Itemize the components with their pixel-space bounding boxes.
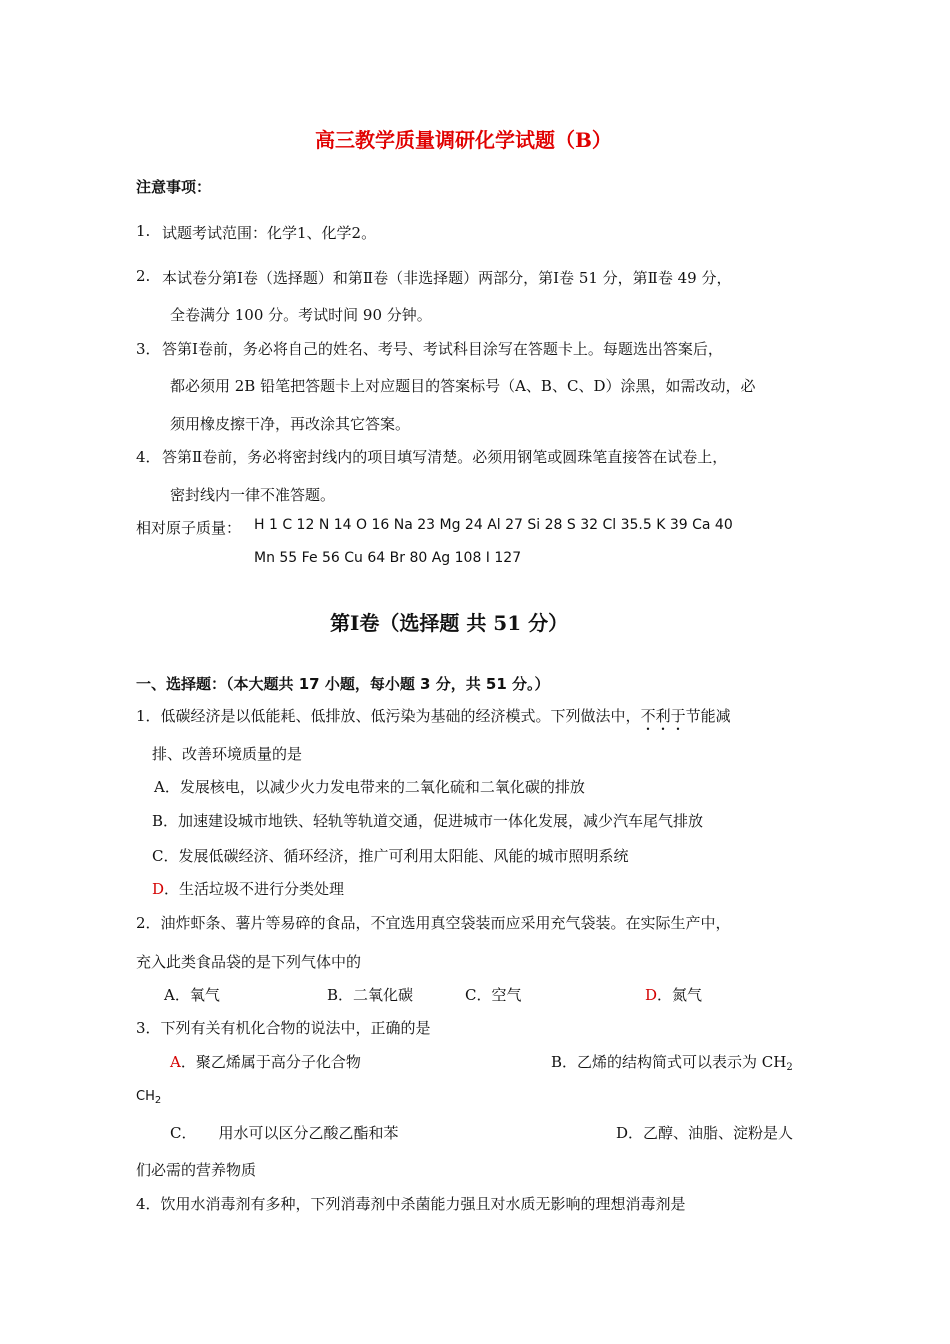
notice-item-3-num: 3． bbox=[136, 340, 161, 358]
question-3-option-d: D．乙醇、油脂、淀粉是人 bbox=[616, 1124, 794, 1142]
question-1-stem bbox=[136, 705, 731, 734]
atomic-mass-line-1: H 1 C 12 N 14 O 16 Na 23 Mg 24 Al 27 Si 28 S 32 Cl 35.5 K 39 Ca 40 bbox=[254, 517, 733, 533]
notice-item-2-line: 全卷满分 100 分。考试时间 90 分钟。 bbox=[170, 306, 432, 324]
question-2-stem: 2．油炸虾条、薯片等易碎的食品，不宜选用真空袋装而应采用充气袋装。在实际生产中， bbox=[136, 914, 731, 932]
question-1-option-d bbox=[152, 878, 344, 899]
notice-item-4-num: 4． bbox=[136, 448, 161, 466]
notice-heading: 注意事项： bbox=[136, 178, 212, 196]
question-3-option-c-letter: C． bbox=[170, 1124, 197, 1142]
question-2-answer-letter: D bbox=[645, 986, 658, 1004]
question-2-option-c: C．空气 bbox=[465, 986, 522, 1004]
question-3-option-b-subscript: 2 bbox=[786, 1062, 793, 1073]
question-3-option-b-text: B．乙烯的结构简式可以表示为 CH bbox=[551, 1053, 787, 1071]
question-1-option-b: B．加速建设城市地铁、轻轨等轨道交通，促进城市一体化发展，减少汽车尾气排放 bbox=[152, 812, 704, 830]
notice-item-4-line: 答第Ⅱ卷前，务必将密封线内的项目填写清楚。必须用钢笔或圆珠笔直接答在试卷上， bbox=[162, 448, 728, 466]
notice-item-1-line: 试题考试范围：化学1、化学2。 bbox=[162, 224, 377, 242]
question-2-stem-line2: 充入此类食品袋的是下列气体中的 bbox=[136, 953, 362, 971]
question-1-answer-letter: D bbox=[152, 880, 165, 898]
question-3-option-b-cont bbox=[136, 1089, 161, 1106]
question-1-stem-end: 节能减 bbox=[685, 707, 731, 725]
notice-item-3-line: 都必须用 2B 铅笔把答题卡上对应题目的答案标号（A、B、C、D）涂黑，如需改动，必 bbox=[170, 377, 756, 395]
question-1-stem-line2: 排、改善环境质量的是 bbox=[152, 745, 303, 763]
question-3-answer-letter: A bbox=[170, 1053, 181, 1071]
question-2-option-a: A．氧气 bbox=[164, 986, 220, 1004]
question-4-stem: 4．饮用水消毒剂有多种，下列消毒剂中杀菌能力强且对水质无影响的理想消毒剂是 bbox=[136, 1195, 686, 1213]
question-3-option-b-cont-subscript: 2 bbox=[154, 1095, 162, 1106]
question-3-option-a-text: ．聚乙烯属于高分子化合物 bbox=[180, 1053, 361, 1071]
question-3-option-b bbox=[551, 1051, 793, 1073]
question-3-option-b-cont-text: CH bbox=[136, 1089, 155, 1104]
question-1-option-c: C．发展低碳经济、循环经济，推广可利用太阳能、风能的城市照明系统 bbox=[152, 847, 629, 865]
atomic-mass-line-2: Mn 55 Fe 56 Cu 64 Br 80 Ag 108 I 127 bbox=[254, 550, 522, 566]
question-1-emphasis: 不利于 bbox=[640, 707, 686, 725]
notice-item-3-line: 答第Ⅰ卷前，务必将自己的姓名、考号、考试科目涂写在答题卡上。每题选出答案后， bbox=[162, 340, 723, 358]
notice-item-2-line: 本试卷分第Ⅰ卷（选择题）和第Ⅱ卷（非选择题）两部分，第Ⅰ卷 51 分，第Ⅱ卷 49 分， bbox=[162, 269, 732, 287]
notice-item-4-line: 密封线内一律不准答题。 bbox=[170, 486, 336, 504]
question-3-option-d-cont: 们必需的营养物质 bbox=[136, 1161, 257, 1179]
question-3-option-a bbox=[170, 1051, 361, 1072]
question-2-option-d-text: ．氮气 bbox=[657, 986, 703, 1004]
exam-title: 高三教学质量调研化学试题（B） bbox=[315, 128, 612, 152]
question-1-option-a: A．发展核电，以减少火力发电带来的二氧化硫和二氧化碳的排放 bbox=[154, 778, 585, 796]
part-heading: 一、选择题：（本大题共 17 小题，每小题 3 分，共 51 分。） bbox=[136, 675, 550, 693]
question-2-option-b: B．二氧化碳 bbox=[327, 986, 414, 1004]
question-2-option-d bbox=[645, 984, 702, 1005]
notice-item-3-line: 须用橡皮擦干净，再改涂其它答案。 bbox=[170, 415, 411, 433]
question-3-option-c bbox=[170, 1122, 399, 1143]
atomic-mass-label: 相对原子质量： bbox=[136, 519, 242, 537]
question-1-option-d-text: ．生活垃圾不进行分类处理 bbox=[164, 880, 345, 898]
notice-item-2-num: 2. bbox=[136, 267, 151, 285]
section-title: 第Ⅰ卷（选择题 共 51 分） bbox=[330, 611, 569, 635]
notice-item-1-num: 1. bbox=[136, 222, 151, 240]
question-3-stem: 3．下列有关有机化合物的说法中，正确的是 bbox=[136, 1019, 431, 1037]
question-1-stem-start: 1．低碳经济是以低能耗、低排放、低污染为基础的经济模式。下列做法中， bbox=[136, 707, 641, 725]
question-3-option-c-text: 用水可以区分乙酸乙酯和苯 bbox=[218, 1124, 399, 1142]
